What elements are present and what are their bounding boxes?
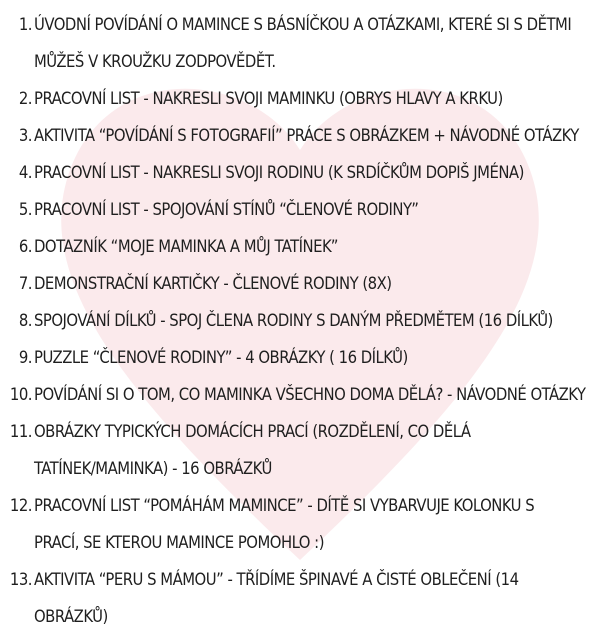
list-item [0,487,600,561]
list-item [0,6,600,80]
list-item-line: SPOJOVÁNÍ DÍLKŮ - SPOJ ČLENA RODINY S DANÝM PŘEDMĚTEM (16 DÍLKŮ) [34,311,553,330]
list-item [0,376,600,413]
list-item-line: OBRÁZKY TYPICKÝCH DOMÁCÍCH PRACÍ (ROZDĚLENÍ, CO DĚLÁ [34,422,471,441]
list-item-text [34,80,503,117]
list-item [0,191,600,228]
list-item-line: ÚVODNÍ POVÍDÁNÍ O MAMINCE S BÁSNÍČKOU A OTÁZKAMI, KTERÉ SI S DĚTMI [34,15,572,34]
list-item [0,117,600,154]
list-item-text [34,6,571,80]
list-item-line: MŮŽEŠ V KROUŽKU ZODPOVĚDĚT. [34,52,276,71]
list-item-line: PRACÍ, SE KTEROU MAMINCE POMOHLO :) [34,533,324,552]
list-item-number: 9. [18,348,32,367]
list-item-text [34,376,585,413]
list-item-number: 2. [18,89,32,108]
list-item-text [34,413,471,487]
list-item-number: 1. [18,15,32,34]
list-item-line: PUZZLE “ČLENOVÉ RODINY” - 4 OBRÁZKY ( 16 DÍLKŮ) [34,348,408,367]
list-item [0,265,600,302]
list-item-number: 8. [18,311,32,330]
list-item-text [34,117,579,154]
list-item-line: AKTIVITA “PERU S MÁMOU” - TŘÍDÍME ŠPINAVÉ A ČISTÉ OBLEČENÍ (14 [34,570,519,589]
list-item-text [34,228,338,265]
list-item-line: PRACOVNÍ LIST “POMÁHÁM MAMINCE” - DÍTĚ SI VYBARVUJE KOLONKU S [34,496,535,515]
list-item-text [34,265,392,302]
list-item-line: OBRÁZKŮ) [34,607,108,626]
list-item [0,154,600,191]
list-item-number: 7. [18,274,32,293]
list-item-text [34,561,519,635]
list-item-text [34,487,534,561]
list-item-line: PRACOVNÍ LIST - SPOJOVÁNÍ STÍNŮ “ČLENOVÉ RODINY” [34,200,419,219]
list-item-number: 4. [18,163,32,182]
list-item-line: PRACOVNÍ LIST - NAKRESLI SVOJI MAMINKU (OBRYS HLAVY A KRKU) [34,89,503,108]
list-item-line: DOTAZNÍK “MOJE MAMINKA A MŮJ TATÍNEK” [34,237,338,256]
list-item-line: DEMONSTRAČNÍ KARTIČKY - ČLENOVÉ RODINY (8X) [34,274,392,293]
list-item-text [34,154,524,191]
list-item-text [34,302,553,339]
list-item-number: 12. [9,496,32,515]
list-item-text [34,191,419,228]
list-item-number: 10. [9,385,32,404]
list-item [0,561,600,635]
list-item-number: 6. [18,237,32,256]
list-item-number: 5. [18,200,32,219]
list-item-number: 3. [18,126,32,145]
activity-list [0,6,600,635]
list-item-line: AKTIVITA “POVÍDÁNÍ S FOTOGRAFIÍ” PRÁCE S OBRÁZKEM + NÁVODNÉ OTÁZKY [34,126,579,145]
list-item-text [34,339,408,376]
list-item-number: 13. [9,570,32,589]
list-item-line: POVÍDÁNÍ SI O TOM, CO MAMINKA VŠECHNO DOMA DĚLÁ? - NÁVODNÉ OTÁZKY [34,385,586,404]
list-item [0,80,600,117]
list-item [0,339,600,376]
list-item-line: TATÍNEK/MAMINKA) - 16 OBRÁZKŮ [34,459,272,478]
list-item [0,302,600,339]
list-item [0,413,600,487]
list-item [0,228,600,265]
list-item-number: 11. [9,422,32,441]
list-item-line: PRACOVNÍ LIST - NAKRESLI SVOJI RODINU (K SRDÍČKŮM DOPIŠ JMÉNA) [34,163,524,182]
